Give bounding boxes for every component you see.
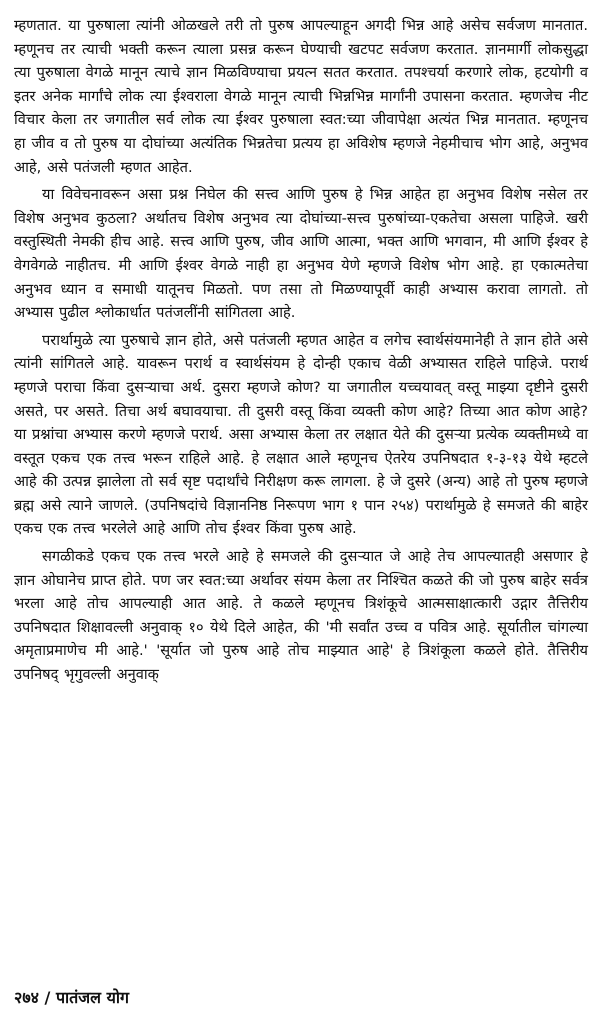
page-body (14, 14, 588, 691)
paragraph-2: या विवेचनावरून असा प्रश्न निघेल की सत्त्व आणि पुरुष हे भिन्न आहेत हा अनुभव विशेष नसेल तर विशेष अनुभव कुठला? अर्थातच विशेष अनुभव त्या दोघांच्या-सत्त्व पुरुषांच्या-एकतेचा असला पाहिजे. खरी वस्तुस्थिती नेमकी हीच आहे. सत्त्व आणि पुरुष, जीव आणि आत्मा, भक्त आणि भगवान, मी आणि ईश्वर हे वेगवेगळे नाहीतच. मी आणि ईश्वर वेगळे नाही हा अनुभव येणे म्हणजे विशेष भोग आहे. हा एकात्मतेचा अनुभव ध्यान व समाधी यातूनच मिळतो. पण तसा तो मिळण्यापूर्वी काही अभ्यास करावा लागतो. तो अभ्यास पुढील श्लोकार्धात पतंजलींनी सांगितला आहे. (14, 186, 588, 322)
paragraph-1: म्हणतात. या पुरुषाला त्यांनी ओळखले तरी तो पुरुष आपल्याहून अगदी भिन्न आहे असेच सर्वजण मानतात. म्हणूनच तर त्याची भक्ती करून त्याला प्रसन्न करून घेण्याची खटपट सर्वजण करतात. ज्ञानमार्गी लोकसुद्धा त्या पुरुषाला वेगळे मानून त्याचे ज्ञान मिळविण्याचा प्रयत्न सतत करतात. तपश्चर्या करणारे लोक, हटयोगी व इतर अनेक मार्गांचे लोक त्या ईश्वराला वेगळे मानून त्याची भिन्नभिन्न मार्गांनी उपासना करतात. म्हणजेच नीट विचार केला तर जगातील सर्व लोक त्या ईश्वर पुरुषाला स्वत:च्या जीवापेक्षा अत्यंत भिन्न मानतात. म्हणूनच हा जीव व तो पुरुष या दोघांच्या अत्यंतिक भिन्नतेचा प्रत्यय हा अविशेष म्हणजे नेहमीचाच भोग आहे, अनुभव आहे, असे पतंजली म्हणत आहेत. (14, 17, 588, 176)
page-footer: २७४ / पातंजल योग (14, 988, 130, 1007)
paragraph-3: परार्थामुळे त्या पुरुषाचे ज्ञान होते, असे पतंजली म्हणत आहेत व लगेच स्वार्थसंयमानेही ते ज्ञान होते असे त्यांनी सांगितले आहे. यावरून परार्थ व स्वार्थसंयम हे दोन्ही एकाच वेळी अभ्यासत राहिले पाहिजे. परार्थ म्हणजे पराचा किंवा दुसऱ्याचा अर्थ. दुसरा म्हणजे कोण? या जगातील यच्चयावत् वस्तू माझ्या दृष्टीने दुसरी असते, पर असते. तिचा अर्थ बघावयाचा. ती दुसरी वस्तू किंवा व्यक्ती कोण आहे? तिच्या आत कोण आहे? या प्रश्नांचा अभ्यास करणे म्हणजे परार्थ. असा अभ्यास केला तर लक्षात येते की दुसऱ्या प्रत्येक व्यक्तीमध्ये वा वस्तूत एकच एक तत्त्व भरून राहिले आहे. हे लक्षात आले म्हणूनच ऐतरेय उपनिषदात १-३-१३ येथे म्हटले आहे की उत्पन्न झालेला तो सर्व सृष्ट पदार्थांचे निरीक्षण करू लागला. हे जे दुसरे (अन्य) आहे तो पुरुष म्हणजे ब्रह्म असे त्याने जाणले. (उपनिषदांचे विज्ञाननिष्ठ निरूपण भाग १ पान २५४) परार्थामुळे हे समजते की बाहेर एकच एक तत्त्व भरलेले आहे आणि तोच ईश्वर किंवा पुरुष आहे. (14, 331, 588, 538)
paragraph-4: सगळीकडे एकच एक तत्त्व भरले आहे हे समजले की दुसऱ्यात जे आहे तेच आपल्यातही असणार हे ज्ञान ओघानेच प्राप्त होते. पण जर स्वत:च्या अर्थावर संयम केला तर निश्चित कळते की जो पुरुष बाहेर सर्वत्र भरला आहे तोच आपल्याही आत आहे. ते कळले म्हणूनच त्रिशंकूचे आत्मसाक्षात्कारी उद्गार तैत्तिरीय उपनिषदात शिक्षावल्ली अनुवाक् १० येथे दिले आहेत, की 'मी सर्वांत उच्च व पवित्र आहे. सूर्यातील चांगल्या अमृताप्रमाणेच मी आहे.' 'सूर्यात जो पुरुष आहे तोच माझ्यात आहे' हे त्रिशंकूला कळले होते. तैत्तिरीय उपनिषद् भृगुवल्ली अनुवाक् (14, 548, 588, 684)
